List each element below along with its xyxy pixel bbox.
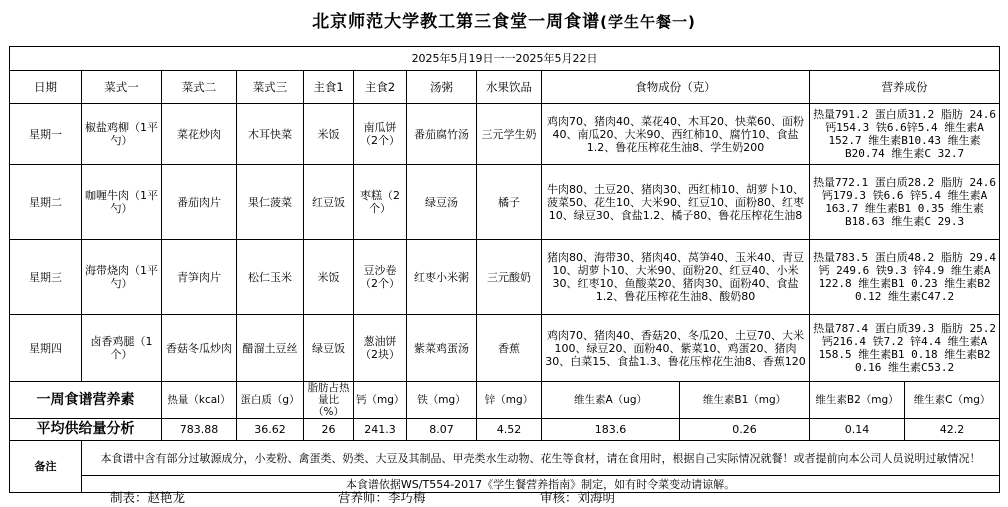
title-sub: (学生午餐一) <box>600 13 696 31</box>
menu-table <box>9 46 1000 493</box>
day-cell: 星期四 <box>10 315 82 382</box>
weekly-nutrient-label: 一周食谱营养素 <box>10 382 162 419</box>
title-main: 北京师范大学教工第三食堂一周食谱 <box>312 12 601 32</box>
nutrient-col-zinc: 锌（mg） <box>477 382 542 419</box>
dish2-cell: 番茄肉片 <box>162 165 237 240</box>
staple1-cell: 米饭 <box>304 104 354 165</box>
avg-vitamin-b2: 0.14 <box>810 419 905 441</box>
header-dish2: 菜式二 <box>162 71 237 104</box>
dish3-cell: 松仁玉米 <box>237 240 304 315</box>
dish2-cell: 青笋肉片 <box>162 240 237 315</box>
signature-footer <box>0 488 1008 507</box>
header-soup: 汤粥 <box>407 71 477 104</box>
maker-label: 制表：赵艳龙 <box>110 490 186 505</box>
nutrient-col-fat-ratio: 脂肪占热量比（%） <box>304 382 354 419</box>
soup-cell: 紫菜鸡蛋汤 <box>407 315 477 382</box>
dish3-cell: 醋溜土豆丝 <box>237 315 304 382</box>
header-staple2: 主食2 <box>354 71 407 104</box>
staple2-cell: 南瓜饼（2个） <box>354 104 407 165</box>
ingredients-cell: 牛肉80、土豆20、猪肉30、西红柿10、胡萝卜10、菠菜50、花生10、大米90、红豆10、面粉80、红枣10、绿豆30、食盐1.2、橘子80、鲁花压榨花生油8 <box>542 165 810 240</box>
dish2-cell: 香菇冬瓜炒肉 <box>162 315 237 382</box>
date-range: 2025年5月19日一一2025年5月22日 <box>10 47 1000 71</box>
reviewer-label: 审核：刘海明 <box>540 490 616 505</box>
header-date: 日期 <box>10 71 82 104</box>
staple1-cell: 绿豆饭 <box>304 315 354 382</box>
nutrition-cell: 热量787.4 蛋白质39.3 脂肪 25.2 钙216.4 铁7.2 锌4.4 维生素A 158.5 维生素B1 0.18 维生素B2 0.16 维生素C53.2 <box>810 315 1000 382</box>
day-cell: 星期一 <box>10 104 82 165</box>
header-dish3: 菜式三 <box>237 71 304 104</box>
staple2-cell: 豆沙卷（2个） <box>354 240 407 315</box>
avg-fat-ratio: 26 <box>304 419 354 441</box>
avg-vitamin-b1: 0.26 <box>680 419 810 441</box>
table-row <box>10 165 1000 240</box>
avg-iron: 8.07 <box>407 419 477 441</box>
weekly-nutrient-header-row <box>10 382 1000 419</box>
day-cell: 星期三 <box>10 240 82 315</box>
dish1-cell: 卤香鸡腿（1个） <box>82 315 162 382</box>
staple1-cell: 红豆饭 <box>304 165 354 240</box>
average-supply-row <box>10 419 1000 441</box>
header-ingredients: 食物成份（克） <box>542 71 810 104</box>
header-fruit: 水果饮品 <box>477 71 542 104</box>
allergen-notice: 本食谱中含有部分过敏源成分，小麦粉、禽蛋类、奶类、大豆及其制品、甲壳类水生动物、花生等食材，请在食用时，根据自己实际情况就餐！或者提前向本公司人员说明过敏情况！ <box>82 441 1000 476</box>
nutrition-cell: 热量772.1 蛋白质28.2 脂肪 24.6钙179.3 铁6.6 锌5.4 维生素A 163.7 维生素B1 0.35 维生素B18.63 维生素C 29.3 <box>810 165 1000 240</box>
table-row <box>10 240 1000 315</box>
avg-vitamin-a: 183.6 <box>542 419 680 441</box>
avg-protein: 36.62 <box>237 419 304 441</box>
dish1-cell: 椒盐鸡柳（1平勺） <box>82 104 162 165</box>
remark-label: 备注 <box>10 441 82 493</box>
dish2-cell: 菜花炒肉 <box>162 104 237 165</box>
staple1-cell: 米饭 <box>304 240 354 315</box>
dietitian-label: 营养师：李巧梅 <box>338 490 426 505</box>
nutrition-cell: 热量783.5 蛋白质48.2 脂肪 29.4钙 249.6 铁9.3 锌4.9 维生素A 122.8 维生素B1 0.23 维生素B2 0.12 维生素C47.2 <box>810 240 1000 315</box>
avg-calcium: 241.3 <box>354 419 407 441</box>
average-supply-label: 平均供给量分析 <box>10 419 162 441</box>
dish3-cell: 木耳快菜 <box>237 104 304 165</box>
page-title <box>0 0 1008 44</box>
ingredients-cell: 猪肉80、海带30、猪肉40、莴笋40、玉米40、青豆10、胡萝卜10、大米90、面粉20、红豆40、小米30、红枣10、鱼酸菜20、猪肉30、面粉40、食盐1.2、鲁花压榨花生油8、酸奶80 <box>542 240 810 315</box>
day-cell: 星期二 <box>10 165 82 240</box>
staple2-cell: 葱油饼（2块） <box>354 315 407 382</box>
staple2-cell: 枣糕（2个） <box>354 165 407 240</box>
remark-row <box>10 441 1000 476</box>
nutrition-cell: 热量791.2 蛋白质31.2 脂肪 24.6钙154.3 铁6.6锌5.4 维生素A 152.7 维生素B10.43 维生素B20.74 维生素C 32.7 <box>810 104 1000 165</box>
avg-energy: 783.88 <box>162 419 237 441</box>
header-nutrition: 营养成份 <box>810 71 1000 104</box>
header-row <box>10 71 1000 104</box>
avg-zinc: 4.52 <box>477 419 542 441</box>
dish3-cell: 果仁菠菜 <box>237 165 304 240</box>
fruit-cell: 三元学生奶 <box>477 104 542 165</box>
soup-cell: 番茄腐竹汤 <box>407 104 477 165</box>
nutrient-col-vitamin-a: 维生素A（ug） <box>542 382 680 419</box>
table-row <box>10 104 1000 165</box>
guideline-notice: 本食谱依据WS/T554-2017《学生餐营养指南》制定，如有时令菜变动请谅解。 <box>82 476 1000 493</box>
fruit-cell: 橘子 <box>477 165 542 240</box>
nutrient-col-vitamin-b1: 维生素B1（mg） <box>680 382 810 419</box>
dish1-cell: 咖喱牛肉（1平勺） <box>82 165 162 240</box>
fruit-cell: 三元酸奶 <box>477 240 542 315</box>
dish1-cell: 海带烧肉（1平勺） <box>82 240 162 315</box>
header-dish1: 菜式一 <box>82 71 162 104</box>
fruit-cell: 香蕉 <box>477 315 542 382</box>
nutrient-col-vitamin-b2: 维生素B2（mg） <box>810 382 905 419</box>
soup-cell: 绿豆汤 <box>407 165 477 240</box>
ingredients-cell: 鸡肉70、猪肉40、香菇20、冬瓜20、土豆70、大米100、绿豆20、面粉40、紫菜10、鸡蛋20、猪肉30、白菜15、食盐1.3、鲁花压榨花生油8、香蕉120 <box>542 315 810 382</box>
nutrient-col-calcium: 钙（mg） <box>354 382 407 419</box>
nutrient-col-energy: 热量（kcal） <box>162 382 237 419</box>
header-staple1: 主食1 <box>304 71 354 104</box>
nutrient-col-vitamin-c: 维生素C（mg） <box>905 382 1000 419</box>
nutrient-col-iron: 铁（mg） <box>407 382 477 419</box>
nutrient-col-protein: 蛋白质（g） <box>237 382 304 419</box>
soup-cell: 红枣小米粥 <box>407 240 477 315</box>
avg-vitamin-c: 42.2 <box>905 419 1000 441</box>
ingredients-cell: 鸡肉70、猪肉40、菜花40、木耳20、快菜60、面粉40、南瓜20、大米90、西红柿10、腐竹10、食盐1.2、鲁花压榨花生油8、学生奶200 <box>542 104 810 165</box>
table-row <box>10 315 1000 382</box>
